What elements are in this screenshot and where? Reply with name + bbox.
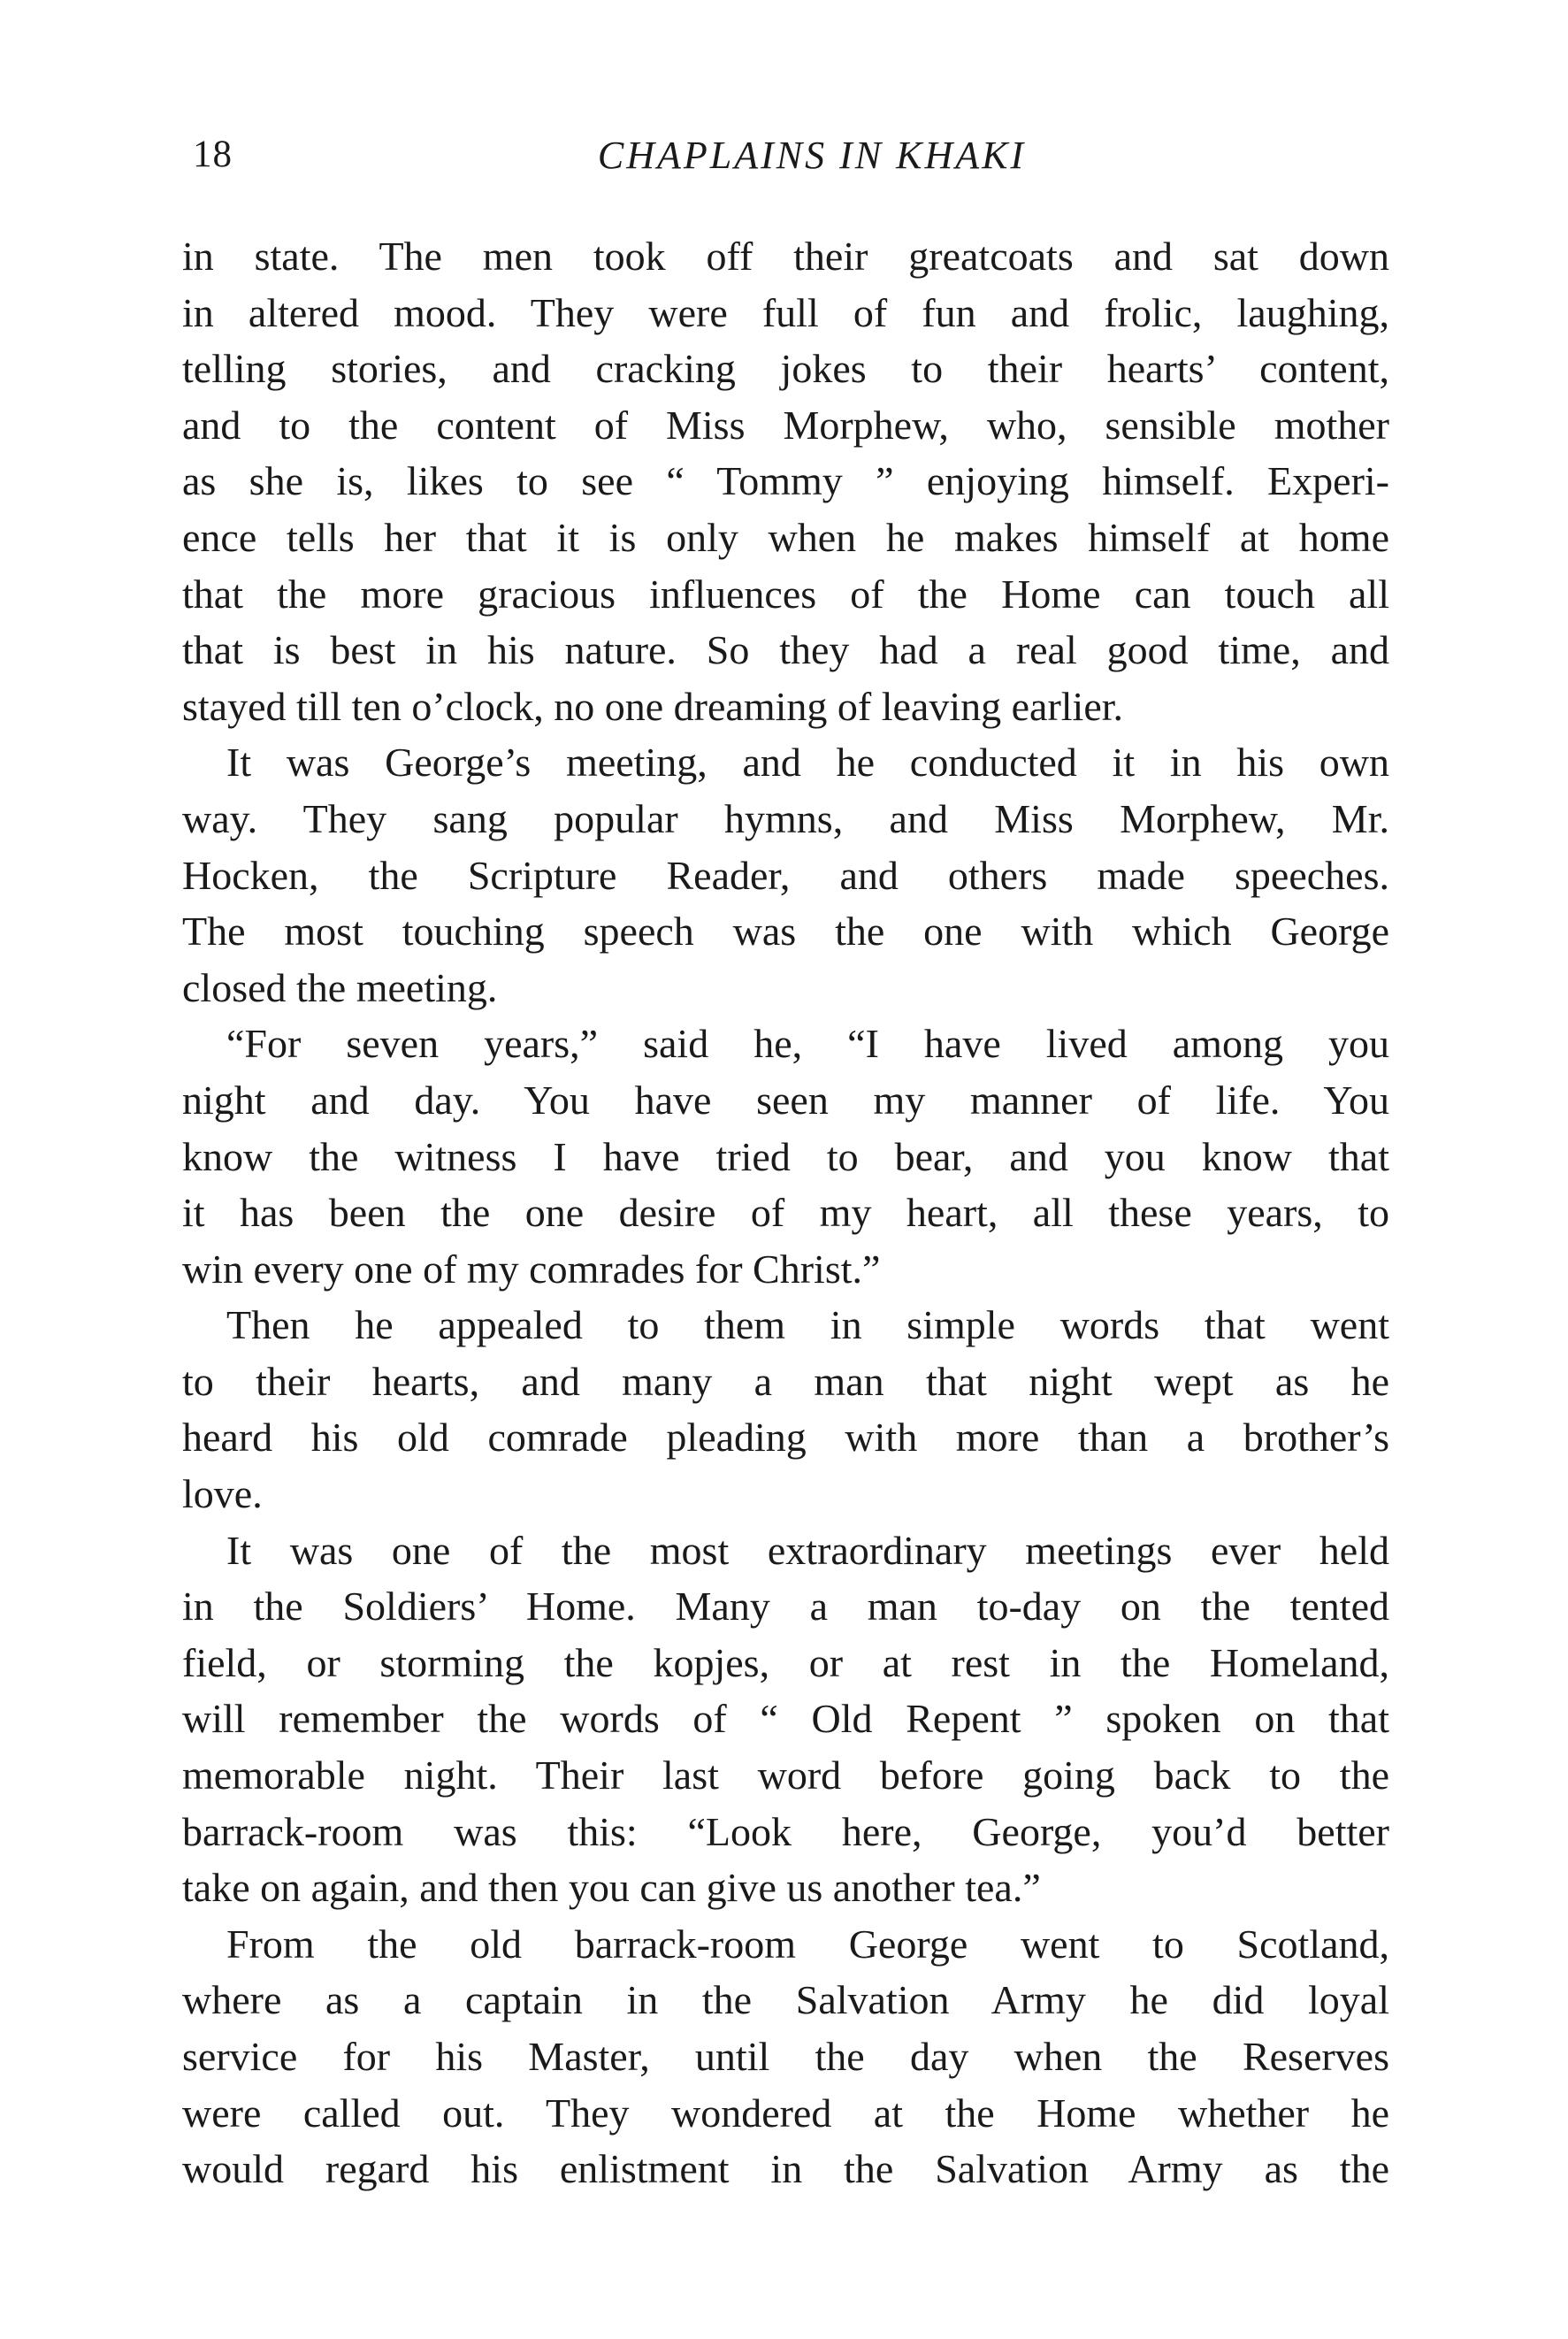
text-line: were called out. They wondered at the Home whether he	[182, 2090, 1389, 2136]
text-line: it has been the one desire of my heart, all these years, to	[182, 1190, 1389, 1236]
text-line: in the Soldiers’ Home. Many a man to-day on the tented	[182, 1584, 1389, 1630]
text-line: and to the content of Miss Morphew, who, sensible mother	[182, 402, 1389, 448]
text-line: know the witness I have tried to bear, and you know that	[182, 1133, 1389, 1179]
text-line: The most touching speech was the one with which George	[182, 909, 1389, 955]
text-line: night and day. You have seen my manner of life. You	[182, 1077, 1389, 1123]
text-line: It was George’s meeting, and he conducted it in his own	[226, 740, 1389, 786]
page-number: 18	[193, 134, 233, 175]
body-text	[182, 228, 1389, 2197]
text-line: stayed till ten o’clock, no one dreaming of leaving earlier.	[182, 683, 1124, 729]
text-line: telling stories, and cracking jokes to their hearts’ content,	[182, 346, 1389, 392]
text-line: way. They sang popular hymns, and Miss Morphew, Mr.	[182, 795, 1389, 841]
text-line: From the old barrack-room George went to Scotland,	[226, 1921, 1389, 1967]
text-line: barrack-room was this: “Look here, George, you’d better	[182, 1808, 1389, 1854]
text-line: win every one of my comrades for Christ.”	[182, 1246, 881, 1292]
text-line: take on again, and then you can give us another tea.”	[182, 1865, 1041, 1911]
text-line: love.	[182, 1471, 263, 1517]
text-line: as she is, likes to see “ Tommy ” enjoying himself. Experi-	[182, 458, 1389, 504]
text-line: would regard his enlistment in the Salvation Army as the	[182, 2146, 1389, 2192]
text-line: in altered mood. They were full of fun and frolic, laughing,	[182, 289, 1389, 335]
text-line: field, or storming the kopjes, or at rest in the Homeland,	[182, 1639, 1389, 1685]
text-line: that the more gracious influences of the Home can touch all	[182, 571, 1389, 617]
text-line: to their hearts, and many a man that night wept as he	[182, 1358, 1389, 1404]
running-title: CHAPLAINS IN KHAKI	[597, 134, 1027, 177]
running-head	[193, 133, 1378, 186]
text-line: will remember the words of “ Old Repent ” spoken on that	[182, 1696, 1389, 1742]
text-line: Then he appealed to them in simple words that went	[226, 1302, 1389, 1348]
text-line: service for his Master, until the day when the Reserves	[182, 2034, 1389, 2079]
text-line: that is best in his nature. So they had a real good time, and	[182, 627, 1389, 673]
text-line: Hocken, the Scripture Reader, and others made speeches.	[182, 852, 1389, 898]
text-line: in state. The men took off their greatcoats and sat down	[182, 234, 1389, 279]
text-line: It was one of the most extraordinary meetings ever held	[226, 1527, 1389, 1573]
text-line: memorable night. Their last word before going back to the	[182, 1752, 1389, 1798]
text-line: closed the meeting.	[182, 964, 498, 1010]
text-line: where as a captain in the Salvation Army he did loyal	[182, 1977, 1389, 2023]
text-line: ence tells her that it is only when he makes himself at home	[182, 514, 1389, 560]
text-line: “For seven years,” said he, “I have lived among you	[226, 1021, 1389, 1067]
text-line: heard his old comrade pleading with more than a brother’s	[182, 1415, 1389, 1461]
